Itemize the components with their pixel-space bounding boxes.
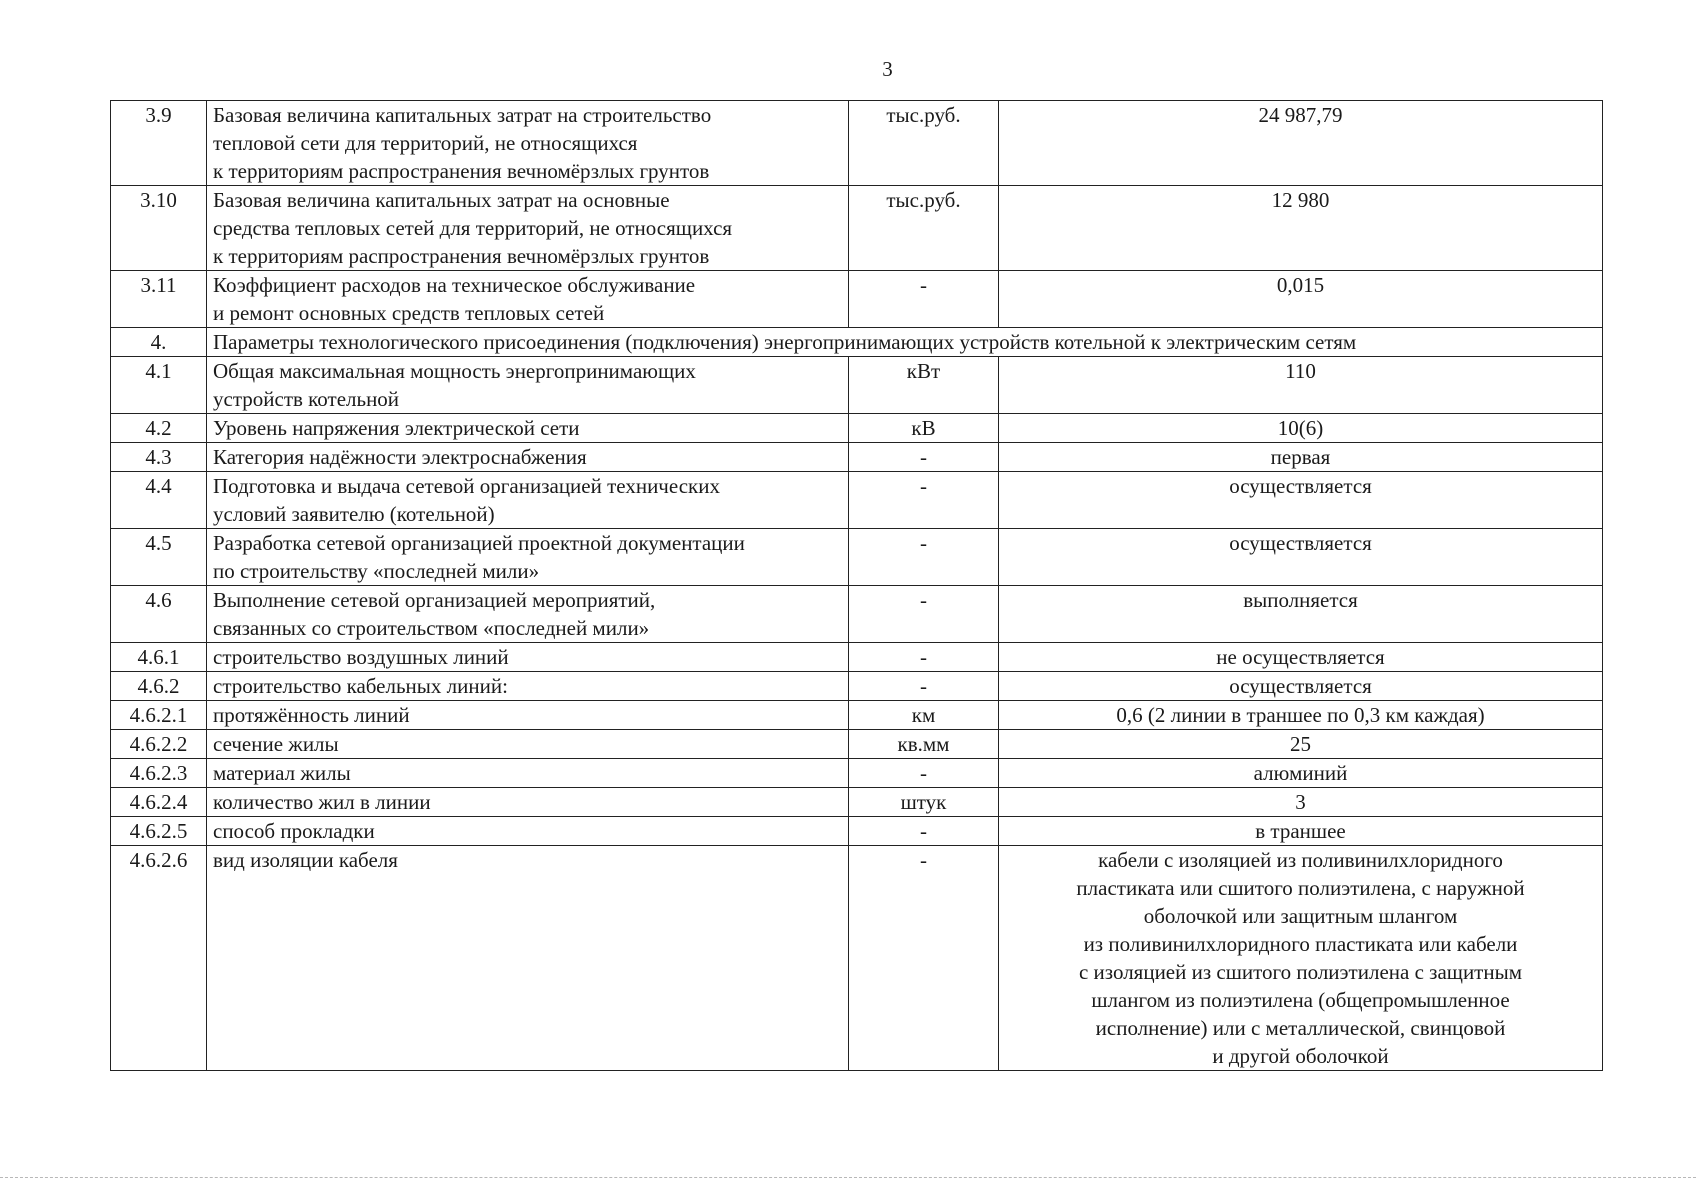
- row-value: 0,015: [999, 271, 1603, 328]
- row-unit: тыс.руб.: [849, 186, 999, 271]
- row-description: Коэффициент расходов на техническое обслуживание и ремонт основных средств тепловых сетей: [207, 271, 849, 328]
- row-unit: кв.мм: [849, 730, 999, 759]
- table-row: [111, 672, 1603, 701]
- table-row: [111, 759, 1603, 788]
- row-number: 4.6.2: [111, 672, 207, 701]
- row-unit: кВ: [849, 414, 999, 443]
- table-row: [111, 443, 1603, 472]
- row-value: кабели с изоляцией из поливинилхлоридного пластиката или сшитого полиэтилена, с наружной оболочкой или защитным шлангом из поливинилхлоридного пластиката или кабели с изоляцией из сшитого полиэтилена с защитным шлангом из полиэтилена (общепромышленное исполнение) или с металлической, свинцовой и другой оболочкой: [999, 846, 1603, 1071]
- row-unit: -: [849, 846, 999, 1071]
- table-row: [111, 643, 1603, 672]
- row-description: Уровень напряжения электрической сети: [207, 414, 849, 443]
- row-unit: -: [849, 586, 999, 643]
- table-row: [111, 529, 1603, 586]
- row-number: 4.3: [111, 443, 207, 472]
- table-row: [111, 414, 1603, 443]
- row-description: строительство кабельных линий:: [207, 672, 849, 701]
- row-unit: -: [849, 443, 999, 472]
- row-value: выполняется: [999, 586, 1603, 643]
- row-number: 4.1: [111, 357, 207, 414]
- row-value: первая: [999, 443, 1603, 472]
- row-value: в траншее: [999, 817, 1603, 846]
- row-description: строительство воздушных линий: [207, 643, 849, 672]
- row-description: Разработка сетевой организацией проектной документации по строительству «последней мили»: [207, 529, 849, 586]
- row-number: 4.2: [111, 414, 207, 443]
- row-unit: -: [849, 643, 999, 672]
- row-unit: -: [849, 759, 999, 788]
- section-header-row: [111, 328, 1603, 357]
- row-value: 3: [999, 788, 1603, 817]
- row-unit: -: [849, 672, 999, 701]
- row-number: 3.10: [111, 186, 207, 271]
- row-description: сечение жилы: [207, 730, 849, 759]
- table-row: [111, 586, 1603, 643]
- section-title: Параметры технологического присоединения (подключения) энергопринимающих устройств котельной к электрическим сетям: [207, 328, 1603, 357]
- row-number: 3.11: [111, 271, 207, 328]
- row-description: Базовая величина капитальных затрат на строительство тепловой сети для территорий, не относящихся к территориям распространения вечномёрзлых грунтов: [207, 101, 849, 186]
- row-value: осуществляется: [999, 672, 1603, 701]
- row-number: 4.6.2.6: [111, 846, 207, 1071]
- table-row: [111, 271, 1603, 328]
- table-row: [111, 186, 1603, 271]
- parameters-table: [110, 100, 1603, 1071]
- row-number: 4.6: [111, 586, 207, 643]
- row-unit: -: [849, 817, 999, 846]
- row-number: 4.6.2.1: [111, 701, 207, 730]
- table-row: [111, 788, 1603, 817]
- table-row: [111, 472, 1603, 529]
- row-number: 4.6.1: [111, 643, 207, 672]
- row-number: 4.5: [111, 529, 207, 586]
- row-value: осуществляется: [999, 529, 1603, 586]
- table-row: [111, 701, 1603, 730]
- row-unit: штук: [849, 788, 999, 817]
- row-description: Выполнение сетевой организацией мероприятий, связанных со строительством «последней мили»: [207, 586, 849, 643]
- row-number: 4.6.2.2: [111, 730, 207, 759]
- table-row: [111, 846, 1603, 1071]
- row-description: Подготовка и выдача сетевой организацией технических условий заявителю (котельной): [207, 472, 849, 529]
- row-value: 24 987,79: [999, 101, 1603, 186]
- row-unit: кВт: [849, 357, 999, 414]
- scan-edge-line: [0, 1177, 1696, 1178]
- row-description: Базовая величина капитальных затрат на основные средства тепловых сетей для территорий, не относящихся к территориям распространения вечномёрзлых грунтов: [207, 186, 849, 271]
- row-unit: -: [849, 529, 999, 586]
- row-description: количество жил в линии: [207, 788, 849, 817]
- row-description: протяжённость линий: [207, 701, 849, 730]
- section-number: 4.: [111, 328, 207, 357]
- row-unit: км: [849, 701, 999, 730]
- row-value: 0,6 (2 линии в траншее по 0,3 км каждая): [999, 701, 1603, 730]
- row-description: материал жилы: [207, 759, 849, 788]
- row-value: осуществляется: [999, 472, 1603, 529]
- row-number: 3.9: [111, 101, 207, 186]
- row-value: 25: [999, 730, 1603, 759]
- row-value: 10(6): [999, 414, 1603, 443]
- table-row: [111, 730, 1603, 759]
- row-number: 4.4: [111, 472, 207, 529]
- row-value: 110: [999, 357, 1603, 414]
- page-number: 3: [882, 57, 893, 81]
- row-description: Общая максимальная мощность энергопринимающих устройств котельной: [207, 357, 849, 414]
- row-unit: -: [849, 271, 999, 328]
- row-number: 4.6.2.5: [111, 817, 207, 846]
- table-row: [111, 101, 1603, 186]
- table-row: [111, 817, 1603, 846]
- row-description: способ прокладки: [207, 817, 849, 846]
- row-number: 4.6.2.4: [111, 788, 207, 817]
- row-value: 12 980: [999, 186, 1603, 271]
- row-value: алюминий: [999, 759, 1603, 788]
- row-unit: -: [849, 472, 999, 529]
- row-value: не осуществляется: [999, 643, 1603, 672]
- row-description: вид изоляции кабеля: [207, 846, 849, 1071]
- row-description: Категория надёжности электроснабжения: [207, 443, 849, 472]
- row-number: 4.6.2.3: [111, 759, 207, 788]
- row-unit: тыс.руб.: [849, 101, 999, 186]
- table-row: [111, 357, 1603, 414]
